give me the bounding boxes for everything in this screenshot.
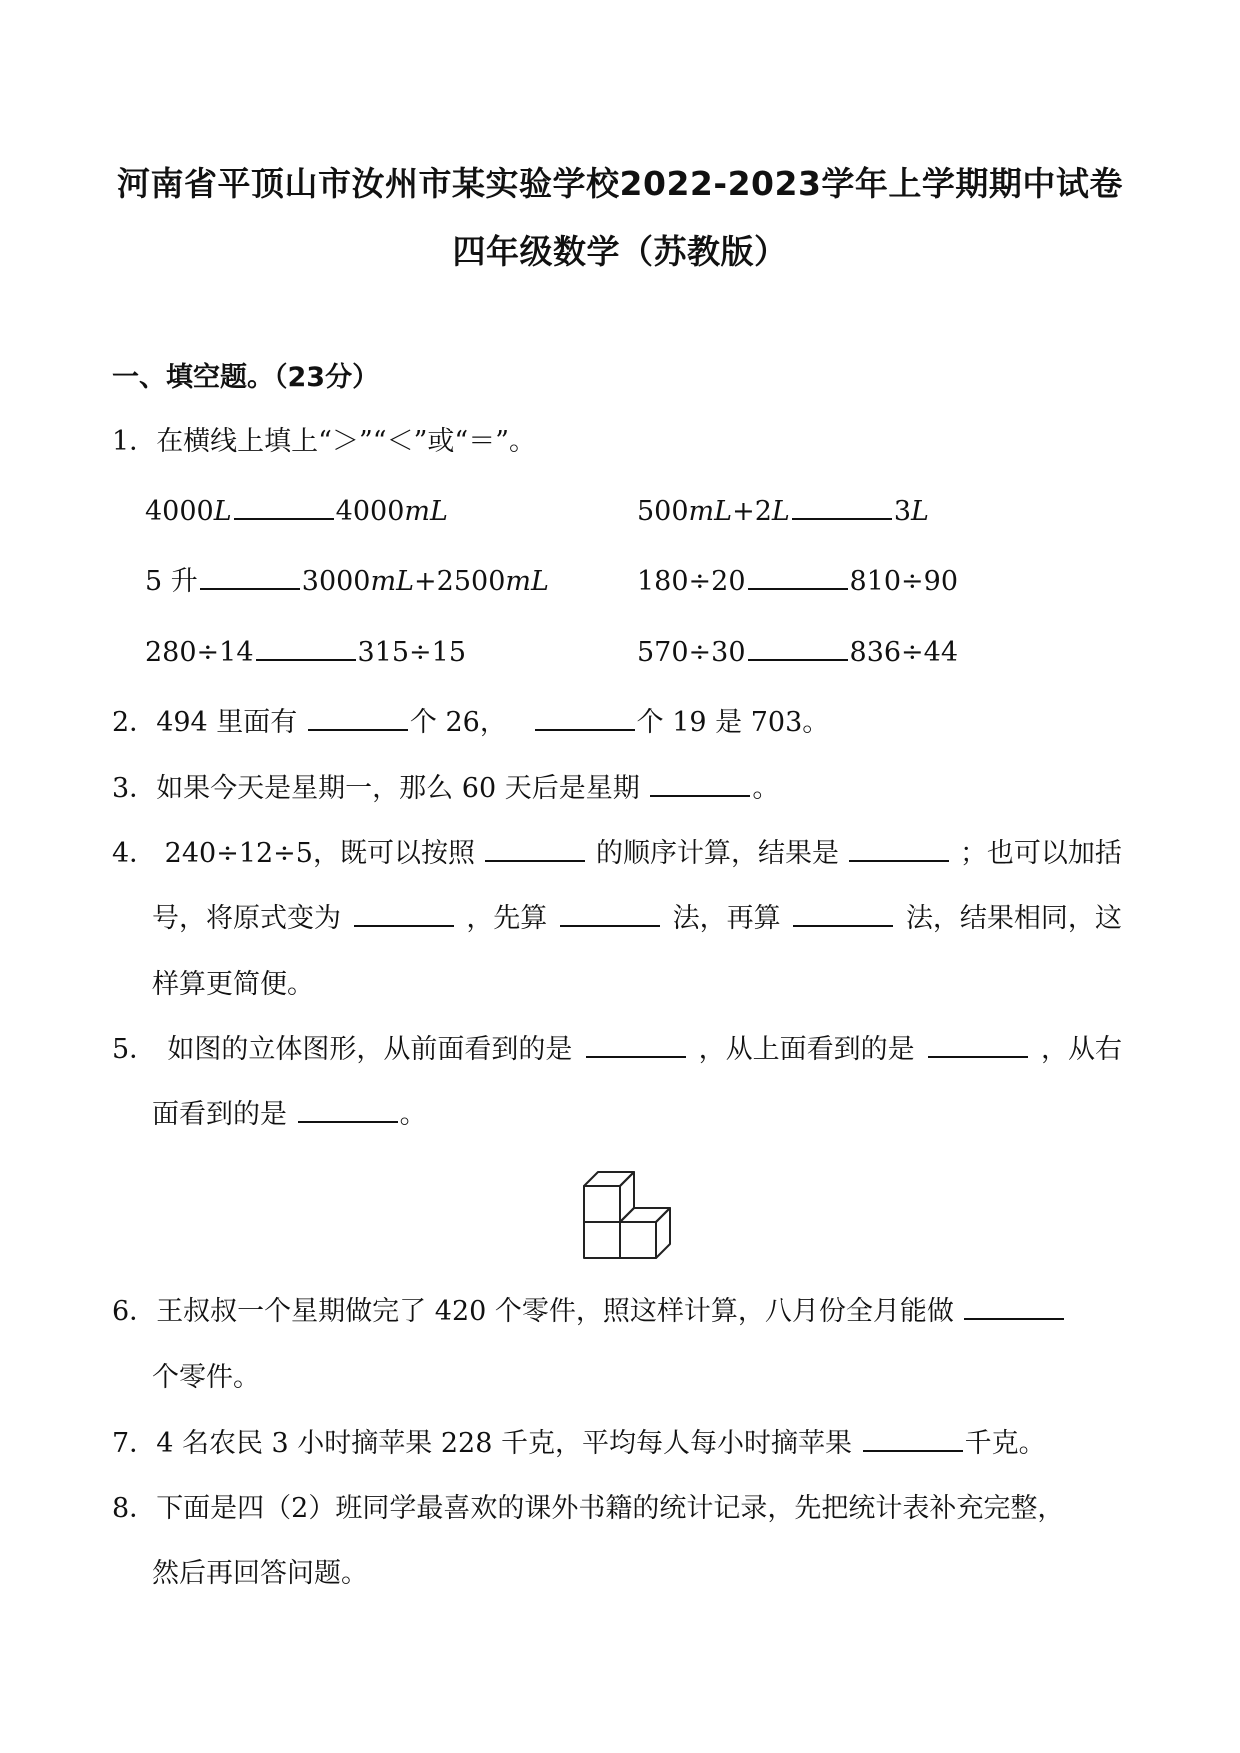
answer-blank[interactable] [308, 705, 408, 731]
question-text: ，从右 [1040, 1034, 1122, 1065]
value: 570÷30 [637, 637, 746, 668]
answer-blank[interactable] [863, 1426, 963, 1452]
unit: mL [688, 496, 733, 527]
question-6 [112, 1294, 1066, 1330]
question-number: 3． [112, 773, 157, 804]
value: 500 [637, 496, 689, 527]
question-4-end: 样算更简便。 [152, 969, 314, 1000]
answer-blank[interactable] [748, 564, 848, 590]
compare-item-1 [145, 494, 448, 530]
question-number: 8． [112, 1493, 157, 1524]
question-text: 4 名农民 3 小时摘苹果 228 千克，平均每人每小时摘苹果 [156, 1428, 852, 1459]
question-1 [112, 424, 536, 460]
question-5 [112, 1032, 1122, 1068]
question-5-cont [152, 1097, 427, 1133]
question-stem: 在横线上填上“＞”“＜”或“＝”。 [156, 426, 537, 457]
question-7 [112, 1426, 1046, 1462]
question-6-cont: 个零件。 [152, 1362, 260, 1393]
exam-title: 河南省平顶山市汝州市某实验学校2022-2023学年上学期期中试卷 [117, 164, 1123, 203]
value: 3 [893, 496, 912, 527]
answer-blank[interactable] [298, 1097, 398, 1123]
value: 3000 [301, 566, 371, 597]
answer-blank[interactable] [928, 1032, 1028, 1058]
value: 836÷44 [849, 637, 959, 668]
answer-blank[interactable] [792, 494, 892, 520]
section-heading: 一、填空题。（23分） [112, 362, 380, 393]
compare-item-3 [145, 564, 549, 600]
question-text: ；也可以加括 [959, 838, 1122, 869]
question-8-cont: 然后再回答问题。 [152, 1558, 368, 1589]
question-text: 如图的立体图形，从前面看到的是 [167, 1034, 573, 1065]
unit: L [771, 496, 790, 527]
value: 280÷14 [145, 637, 254, 668]
compare-item-4 [637, 564, 958, 600]
value: +2500 [414, 566, 506, 597]
question-text: 千克。 [964, 1428, 1046, 1459]
answer-blank[interactable] [234, 494, 334, 520]
answer-blank[interactable] [200, 564, 300, 590]
value: +2 [732, 496, 772, 527]
question-number: 1． [112, 426, 157, 457]
question-text: 494 里面有 [156, 707, 298, 738]
compare-item-5 [145, 635, 466, 671]
question-text: 个 19 是 703。 [636, 707, 830, 738]
question-text: 号，将原式变为 [152, 903, 341, 934]
cube-stack-figure [576, 1148, 696, 1264]
answer-blank[interactable] [535, 705, 635, 731]
question-number: 5． [112, 1034, 157, 1065]
answer-blank[interactable] [560, 901, 660, 927]
question-number: 2． [112, 707, 157, 738]
value: 810÷90 [849, 566, 959, 597]
answer-blank[interactable] [964, 1294, 1064, 1320]
question-number: 7． [112, 1428, 157, 1459]
answer-blank[interactable] [354, 901, 454, 927]
question-text: 。 [752, 773, 780, 804]
unit: mL [505, 566, 549, 597]
question-text: 个 26， [409, 707, 507, 738]
answer-blank[interactable] [793, 901, 893, 927]
unit: mL [404, 496, 448, 527]
unit: L [213, 496, 232, 527]
answer-blank[interactable] [485, 836, 585, 862]
value: 4000 [335, 496, 405, 527]
question-text: 。 [399, 1099, 427, 1130]
value: 180÷20 [637, 566, 746, 597]
question-text: ，先算 [466, 903, 548, 934]
compare-item-2 [637, 494, 929, 530]
answer-blank[interactable] [256, 635, 356, 661]
question-text: 法，再算 [672, 903, 781, 934]
question-number: 4． [112, 838, 157, 869]
value: 5 升 [145, 566, 198, 597]
compare-item-6 [637, 635, 958, 671]
value: 4000 [145, 496, 214, 527]
answer-blank[interactable] [748, 635, 848, 661]
answer-blank[interactable] [849, 836, 949, 862]
question-text: 面看到的是 [152, 1099, 287, 1130]
question-2 [112, 705, 829, 741]
question-text: 王叔叔一个星期做完了 420 个零件，照这样计算，八月份全月能做 [156, 1296, 954, 1327]
question-3 [112, 771, 779, 807]
question-text: 的顺序计算，结果是 [595, 838, 839, 869]
question-text: ，从上面看到的是 [698, 1034, 915, 1065]
question-text: 下面是四（2）班同学最喜欢的课外书籍的统计记录，先把统计表补充完整， [156, 1493, 1065, 1524]
answer-blank[interactable] [586, 1032, 686, 1058]
question-number: 6． [112, 1296, 157, 1327]
question-4 [112, 836, 1122, 872]
answer-blank[interactable] [650, 771, 750, 797]
question-8 [112, 1491, 1064, 1527]
question-4-cont [152, 901, 1122, 937]
question-text: 法，结果相同，这 [905, 903, 1122, 934]
question-text: 240÷12÷5，既可以按照 [164, 838, 475, 869]
question-text: 如果今天是星期一，那么 60 天后是星期 [156, 773, 640, 804]
exam-subtitle: 四年级数学（苏教版） [452, 232, 788, 271]
unit: mL [370, 566, 415, 597]
unit: L [911, 496, 929, 527]
value: 315÷15 [357, 637, 467, 668]
